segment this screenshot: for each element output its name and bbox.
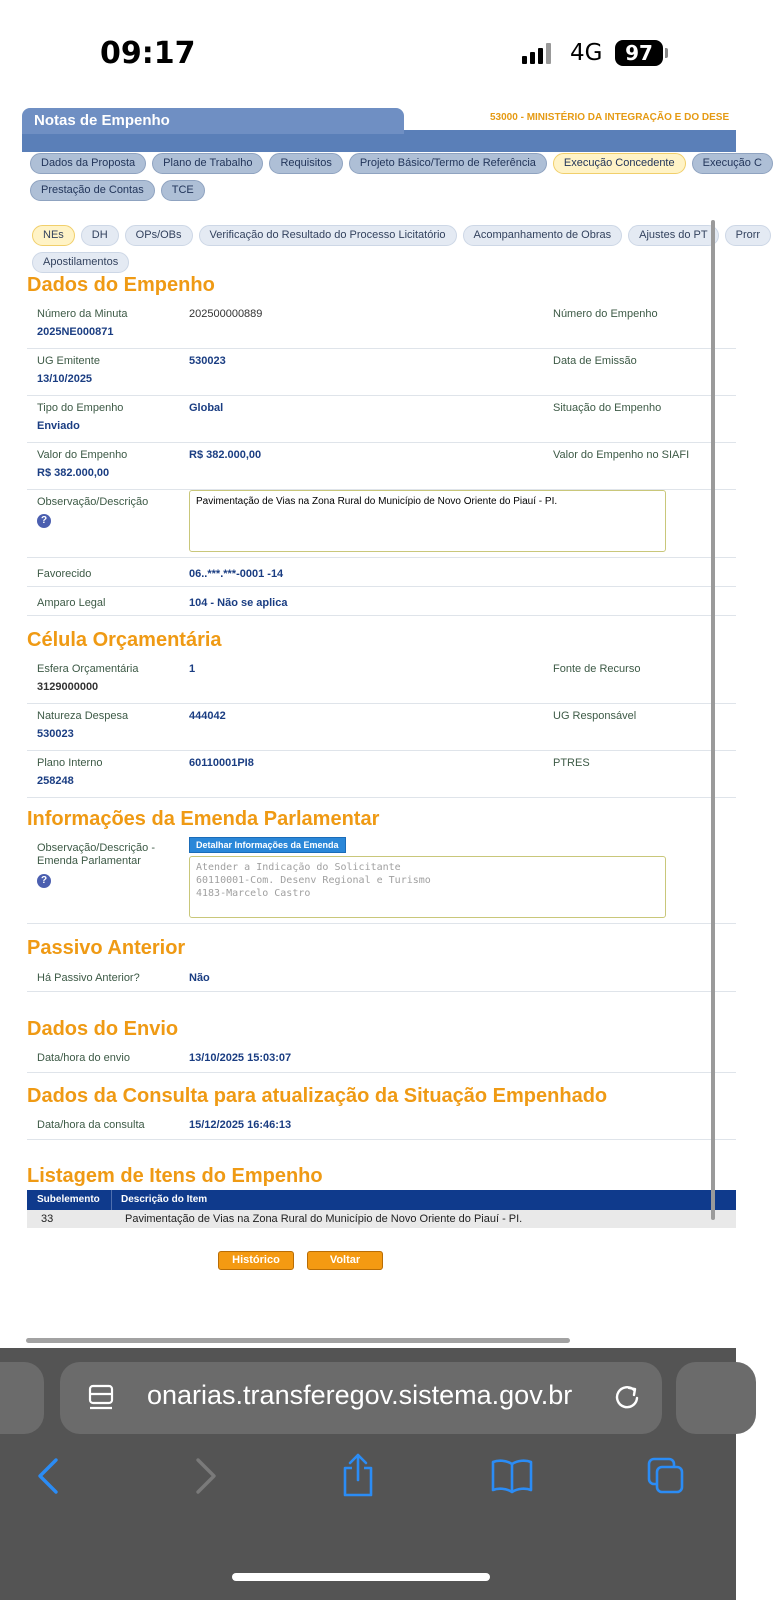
tab-prestacao-contas[interactable]: Prestação de Contas [30, 180, 155, 201]
section-dados-consulta: Dados da Consulta para atualização da Situação Empenhado [27, 1085, 608, 1107]
emenda-label-line1: Observação/Descrição - [37, 842, 155, 854]
plano-interno-sub: 258248 [37, 775, 74, 787]
subtab-ajustes-pt[interactable]: Ajustes do PT [628, 225, 718, 246]
row-tipo-empenho [27, 396, 736, 443]
subtab-acompanhamento-obras[interactable]: Acompanhamento de Obras [463, 225, 623, 246]
observacao-label: Observação/Descrição [37, 496, 149, 508]
main-tabs-row-1 [30, 153, 773, 174]
row-descricao: Pavimentação de Vias na Zona Rural do Município de Novo Oriente do Piauí - PI. [125, 1213, 523, 1225]
bookmarks-icon[interactable] [490, 1456, 534, 1496]
tab-projeto-basico[interactable]: Projeto Básico/Termo de Referência [349, 153, 547, 174]
passivo-value: Não [189, 972, 210, 984]
col-subelemento: Subelemento [37, 1194, 100, 1205]
page-title: Notas de Empenho [22, 108, 404, 134]
page-menu-icon[interactable] [88, 1384, 114, 1412]
row-emenda [27, 836, 736, 924]
favorecido-label: Favorecido [37, 568, 92, 580]
tipo-empenho-label: Tipo do Empenho [37, 402, 124, 414]
battery-tip [665, 48, 668, 58]
natureza-sub: 530023 [37, 728, 74, 740]
emenda-text-line1: Atender a Indicação do Solicitante [196, 862, 401, 873]
historico-button[interactable]: Histórico [218, 1251, 294, 1270]
situacao-empenho-label: Situação do Empenho [553, 402, 662, 414]
reload-icon[interactable] [612, 1382, 642, 1412]
back-icon[interactable] [34, 1456, 62, 1496]
esfera-sub: 3129000000 [37, 681, 99, 693]
ug-responsavel-label: UG Responsável [553, 710, 637, 722]
numero-minuta-label: Número da Minuta [37, 308, 128, 320]
voltar-button[interactable]: Voltar [307, 1251, 383, 1270]
section-celula-orcamentaria: Célula Orçamentária [27, 629, 222, 651]
row-passivo [27, 965, 736, 992]
subtab-ops-obs[interactable]: OPs/OBs [125, 225, 193, 246]
row-favorecido [27, 558, 736, 587]
ministry-label: 53000 - MINISTÉRIO DA INTEGRAÇÃO E DO DESE [490, 112, 730, 123]
forward-icon[interactable] [192, 1456, 220, 1496]
status-bar [0, 0, 736, 104]
natureza-label: Natureza Despesa [37, 710, 129, 722]
amparo-legal-label: Amparo Legal [37, 597, 106, 609]
row-plano-interno [27, 751, 736, 798]
subtab-verificacao[interactable]: Verificação do Resultado do Processo Licitatório [199, 225, 457, 246]
row-envio [27, 1046, 736, 1073]
items-table-header [27, 1190, 736, 1210]
natureza-value: 444042 [189, 710, 226, 722]
valor-siafi-label: Valor do Empenho no SIAFI [553, 449, 690, 461]
network-type: 4G [570, 40, 603, 66]
tab-dados-proposta[interactable]: Dados da Proposta [30, 153, 146, 174]
section-dados-empenho: Dados do Empenho [27, 274, 215, 296]
battery-icon: 97 [615, 40, 663, 66]
amparo-legal-value: 104 - Não se aplica [189, 597, 288, 609]
section-dados-envio: Dados do Envio [27, 1018, 179, 1040]
emenda-label-line2: Emenda Parlamentar [37, 855, 141, 867]
row-numero-minuta [27, 302, 736, 349]
row-observacao [27, 490, 736, 558]
tab-execucao-convenente[interactable]: Execução C [692, 153, 773, 174]
observacao-textarea[interactable] [189, 490, 666, 552]
ug-emitente-value: 530023 [189, 355, 226, 367]
favorecido-value: 06..***.***-0001 -14 [189, 568, 284, 580]
items-table [27, 1190, 736, 1228]
ug-emitente-label: UG Emitente [37, 355, 100, 367]
col-descricao: Descrição do Item [121, 1194, 208, 1205]
table-row[interactable] [27, 1210, 736, 1228]
esfera-value: 1 [189, 663, 196, 675]
row-consulta [27, 1113, 736, 1140]
consulta-label: Data/hora da consulta [37, 1119, 145, 1131]
fonte-recurso-label: Fonte de Recurso [553, 663, 641, 675]
tab-requisitos[interactable]: Requisitos [269, 153, 342, 174]
subtab-apostilamentos[interactable]: Apostilamentos [32, 252, 129, 273]
section-listagem-itens: Listagem de Itens do Empenho [27, 1165, 323, 1187]
home-indicator[interactable] [232, 1573, 490, 1581]
emenda-textarea[interactable] [189, 856, 666, 918]
help-icon[interactable]: ? [37, 514, 51, 528]
numero-minuta-value: 202500000889 [189, 308, 263, 320]
tabs-icon[interactable] [646, 1456, 686, 1496]
plano-interno-label: Plano Interno [37, 757, 103, 769]
tab-plano-trabalho[interactable]: Plano de Trabalho [152, 153, 263, 174]
tipo-empenho-value: Global [189, 402, 224, 414]
row-valor-empenho [27, 443, 736, 490]
share-icon[interactable] [340, 1452, 376, 1498]
esfera-label: Esfera Orçamentária [37, 663, 139, 675]
numero-empenho-label: Número do Empenho [553, 308, 658, 320]
url-text[interactable]: onarias.transferegov.sistema.gov.br [147, 1380, 573, 1410]
valor-empenho-sub: R$ 382.000,00 [37, 467, 110, 479]
help-icon[interactable]: ? [37, 874, 51, 888]
section-emenda-parlamentar: Informações da Emenda Parlamentar [27, 808, 380, 830]
ug-emitente-sub: 13/10/2025 [37, 373, 93, 385]
row-esfera [27, 657, 736, 704]
row-amparo-legal [27, 587, 736, 616]
emenda-text-line3: 4183-Marcelo Castro [196, 888, 311, 899]
data-emissao-label: Data de Emissão [553, 355, 637, 367]
horizontal-scrollbar[interactable] [26, 1338, 570, 1343]
subtab-dh[interactable]: DH [81, 225, 119, 246]
envio-value: 13/10/2025 15:03:07 [189, 1052, 292, 1064]
subtab-prorrogacao[interactable]: Prorr [725, 225, 771, 246]
tab-execucao-concedente[interactable]: Execução Concedente [553, 153, 686, 174]
detalhar-emenda-button[interactable]: Detalhar Informações da Emenda [189, 837, 346, 853]
emenda-text-line2: 60110001-Com. Desenv Regional e Turismo [196, 875, 431, 886]
next-tab-preview[interactable] [676, 1362, 756, 1434]
row-natureza [27, 704, 736, 751]
envio-label: Data/hora do envio [37, 1052, 130, 1064]
tipo-empenho-sub: Enviado [37, 420, 80, 432]
plano-interno-value: 60110001PI8 [189, 757, 254, 769]
sub-tabs-row-1 [32, 225, 771, 246]
page-header [22, 108, 736, 152]
passivo-label: Há Passivo Anterior? [37, 972, 140, 984]
signal-icon [522, 42, 551, 64]
consulta-value: 15/12/2025 16:46:13 [189, 1119, 292, 1131]
tab-tce[interactable]: TCE [161, 180, 205, 201]
valor-empenho-label: Valor do Empenho [37, 449, 128, 461]
row-subelemento: 33 [41, 1213, 54, 1225]
subtab-nes[interactable]: NEs [32, 225, 75, 246]
status-time: 09:17 [100, 36, 196, 71]
previous-tab-preview[interactable] [0, 1362, 44, 1434]
vertical-scrollbar[interactable] [711, 220, 715, 1220]
observacao-text: Pavimentação de Vias na Zona Rural do Município de Novo Oriente do Piauí - PI. [196, 496, 558, 507]
valor-empenho-value: R$ 382.000,00 [189, 449, 262, 461]
ptres-label: PTRES [553, 757, 590, 769]
main-tabs-row-2 [30, 180, 205, 201]
sub-tabs-row-2 [32, 252, 129, 273]
row-ug-emitente [27, 349, 736, 396]
numero-minuta-sub: 2025NE000871 [37, 326, 114, 338]
section-passivo-anterior: Passivo Anterior [27, 937, 186, 959]
